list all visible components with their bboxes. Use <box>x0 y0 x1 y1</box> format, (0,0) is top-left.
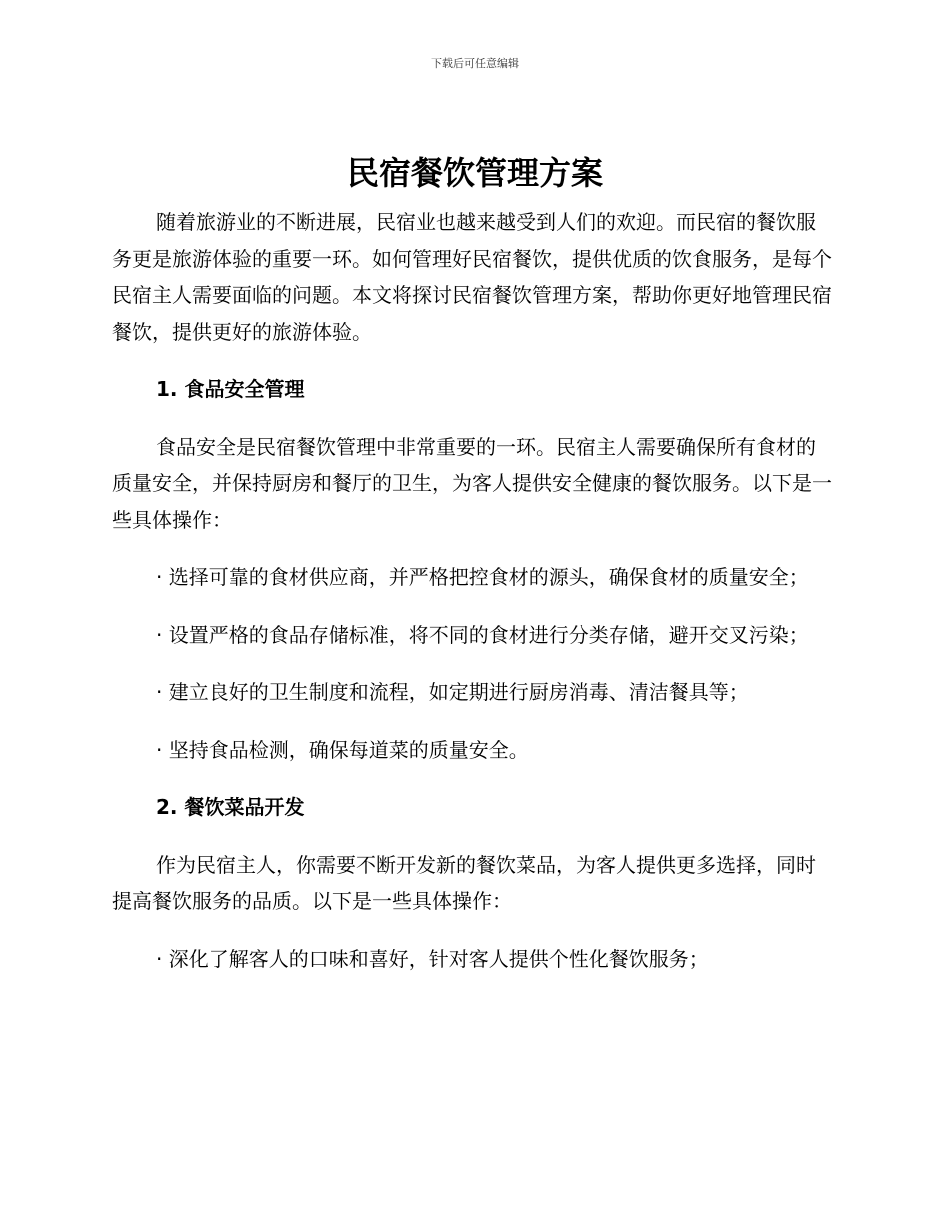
document-body <box>112 204 832 977</box>
document-title: 民宿餐饮管理方案 <box>346 154 603 192</box>
bullet-item: · 建立良好的卫生制度和流程，如定期进行厨房消毒、清洁餐具等； <box>156 680 749 704</box>
bullet-item: · 选择可靠的食材供应商，并严格把控食材的源头，确保食材的质量安全； <box>156 565 809 589</box>
bullet-item: · 坚持食品检测，确保每道菜的质量安全。 <box>156 737 529 762</box>
bullet-item: · 深化了解客人的口味和喜好，针对客人提供个性化餐饮服务； <box>156 946 709 971</box>
section-heading-menu-development: 2. 餐饮菜品开发 <box>156 795 305 819</box>
intro-paragraph: 随着旅游业的不断进展，民宿业也越来越受到人们的欢迎。而民宿的餐饮服务更是旅游体验的重要一环。如何管理好民宿餐饮，提供优质的饮食服务，是每个民宿主人需要面临的问题。本文将探讨民宿餐饮管理方案，帮助你更好地管理民宿餐饮，提供更好的旅游体验。 <box>112 210 832 344</box>
section-paragraph-food-safety: 食品安全是民宿餐饮管理中非常重要的一环。民宿主人需要确保所有食材的质量安全，并保持厨房和餐厅的卫生，为客人提供安全健康的餐饮服务。以下是一些具体操作： <box>112 434 832 532</box>
page-header-note: 下载后可任意编辑 <box>431 57 519 70</box>
section-paragraph-menu-development: 作为民宿主人，你需要不断开发新的餐饮菜品，为客人提供更多选择，同时提高餐饮服务的品质。以下是一些具体操作： <box>112 852 816 913</box>
bullet-item: · 设置严格的食品存储标准，将不同的食材进行分类存储，避开交叉污染； <box>156 622 809 647</box>
section-heading-food-safety: 1. 食品安全管理 <box>156 377 305 401</box>
